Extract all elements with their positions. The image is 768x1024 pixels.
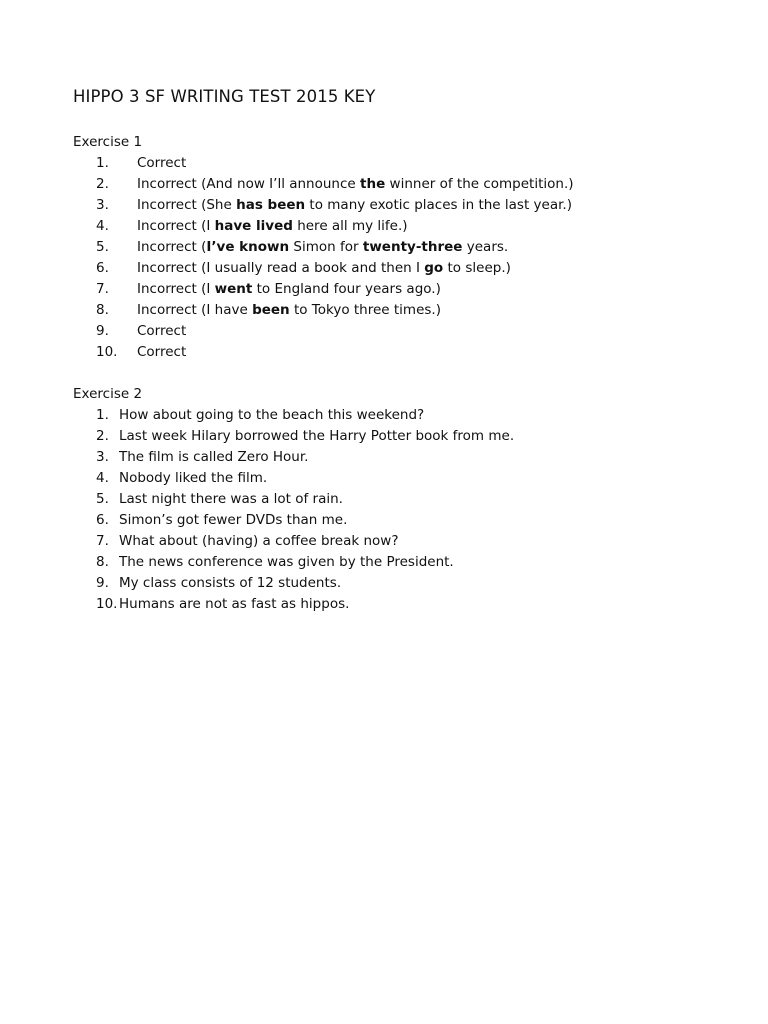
item-number: 2. xyxy=(96,176,109,192)
item-number: 4. xyxy=(96,470,109,486)
item-number: 9. xyxy=(96,575,109,591)
item-text: Correct xyxy=(137,344,187,360)
item-number: 5. xyxy=(96,491,109,507)
item-text: Correct xyxy=(137,155,187,171)
item-text: Incorrect (I usually read a book and then I go to sleep.) xyxy=(137,260,511,276)
exercise-1-heading: Exercise 1 xyxy=(73,134,143,150)
item-text: Humans are not as fast as hippos. xyxy=(119,596,350,612)
item-text: Incorrect (I’ve known Simon for twenty-three years. xyxy=(137,239,509,255)
document-title: HIPPO 3 SF WRITING TEST 2015 KEY xyxy=(73,87,376,106)
item-number: 10. xyxy=(96,344,118,360)
item-number: 7. xyxy=(96,533,109,549)
item-number: 4. xyxy=(96,218,109,234)
item-text: Simon’s got fewer DVDs than me. xyxy=(119,512,348,528)
item-number: 8. xyxy=(96,302,109,318)
item-text: Last night there was a lot of rain. xyxy=(119,491,343,507)
item-number: 6. xyxy=(96,512,109,528)
item-text: The film is called Zero Hour. xyxy=(119,449,309,465)
item-text: Incorrect (And now I’ll announce the winner of the competition.) xyxy=(137,176,574,192)
item-text: Incorrect (I went to England four years ago.) xyxy=(137,281,441,297)
item-text: How about going to the beach this weekend? xyxy=(119,407,425,423)
item-number: 8. xyxy=(96,554,109,570)
item-number: 3. xyxy=(96,197,109,213)
item-number: 10. xyxy=(96,596,118,612)
item-number: 7. xyxy=(96,281,109,297)
item-text: What about (having) a coffee break now? xyxy=(119,533,399,549)
item-number: 2. xyxy=(96,428,109,444)
item-number: 3. xyxy=(96,449,109,465)
item-number: 1. xyxy=(96,407,109,423)
item-number: 6. xyxy=(96,260,109,276)
item-number: 1. xyxy=(96,155,109,171)
item-text: Incorrect (I have lived here all my life.) xyxy=(137,218,408,234)
item-number: 9. xyxy=(96,323,109,339)
item-text: Correct xyxy=(137,323,187,339)
item-text: My class consists of 12 students. xyxy=(119,575,342,591)
item-text: Last week Hilary borrowed the Harry Potter book from me. xyxy=(119,428,515,444)
item-text: Incorrect (I have been to Tokyo three times.) xyxy=(137,302,441,318)
exercise-2-heading: Exercise 2 xyxy=(73,386,143,402)
item-text: Incorrect (She has been to many exotic places in the last year.) xyxy=(137,197,572,213)
item-text: Nobody liked the film. xyxy=(119,470,268,486)
item-text: The news conference was given by the President. xyxy=(119,554,454,570)
item-number: 5. xyxy=(96,239,109,255)
